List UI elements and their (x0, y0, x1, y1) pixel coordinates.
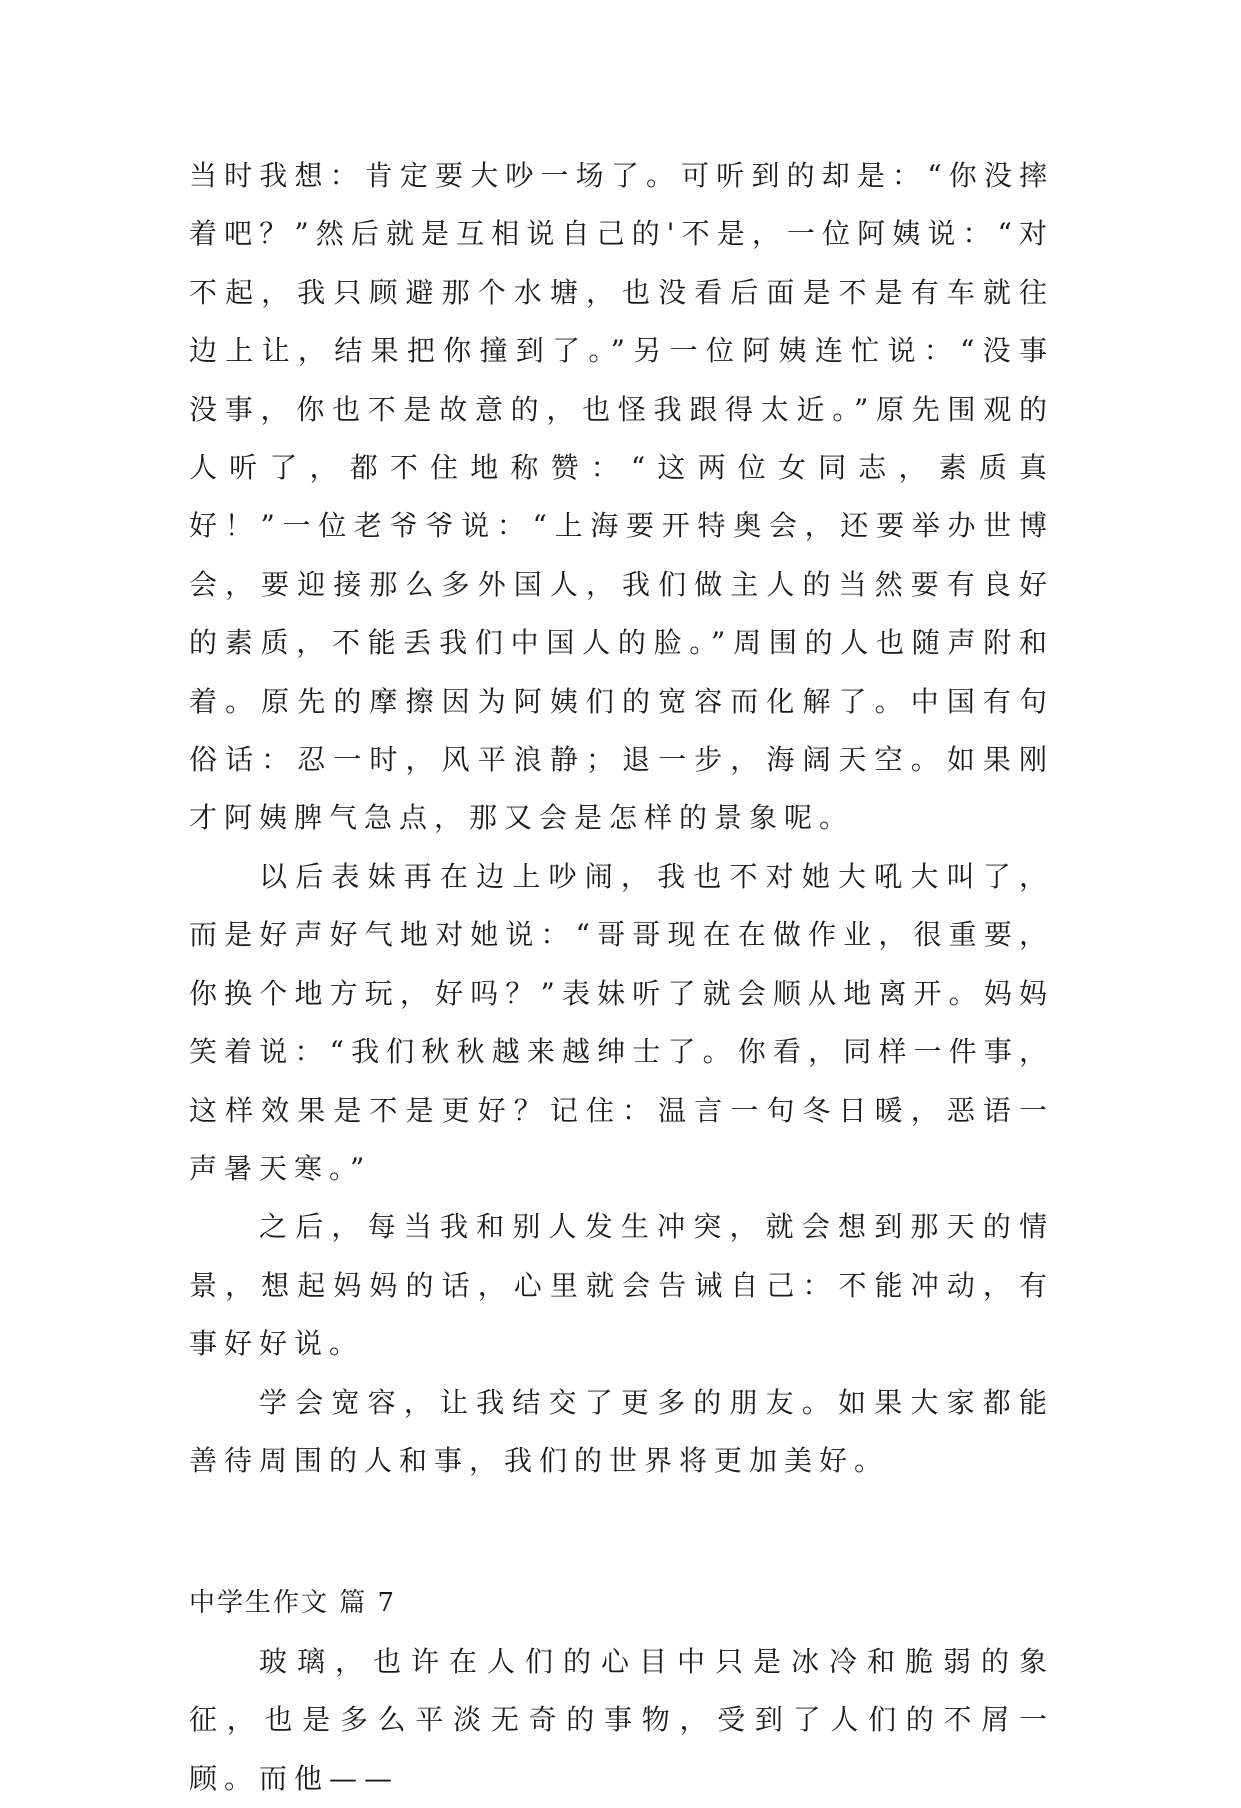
paragraph-conclusion: 学会宽容，让我结交了更多的朋友。如果大家都能善待周围的人和事，我们的世界将更加美好。 (189, 1385, 1054, 1477)
paragraph-argument-scene: 当时我想：肯定要大吵一场了。可听到的却是：“你没摔着吧？”然后就是互相说自己的'不是，一位阿姨说：“对不起，我只顾避那个水塘，也没看后面是不是有车就往边上让，结果把你撞到了。”另一位阿姨连忙说：“没事没事，你也不是故意的，也怪我跟得太近。”原先围观的人听了，都不住地称赞：“这两位女同志，素质真好！”一位老爷爷说：“上海要开特奥会，还要举办世博会，要迎接那么多外国人，我们做主人的当然要有良好的素质，不能丢我们中国人的脸。”周围的人也随声附和着。原先的摩擦因为阿姨们的宽容而化解了。中国有句俗话：忍一时，风平浪静；退一步，海阔天空。如果刚才阿姨脾气急点，那又会是怎样的景象呢。 (189, 159, 1054, 835)
document-page (189, 147, 1054, 1808)
paragraph-glass: 玻璃，也许在人们的心目中只是冰冷和脆弱的象征，也是多么平淡无奇的事物，受到了人们的不屑一顾。而他—— (189, 1644, 1054, 1795)
paragraph-cousin: 以后表妹再在边上吵闹，我也不对她大吼大叫了，而是好声好气地对她说：“哥哥现在在做作业，很重要，你换个地方玩，好吗？”表妹听了就会顺从地离开。妈妈笑着说：“我们秋秋越来越绅士了。你看，同样一件事，这样效果是不是更好？记住：温言一句冬日暖，恶语一声暑天寒。” (189, 859, 1054, 1185)
paragraph-conflict: 之后，每当我和别人发生冲突，就会想到那天的情景，想起妈妈的话，心里就会告诫自己：不能冲动，有事好好说。 (189, 1210, 1054, 1361)
section-heading: 中学生作文 篇 7 (189, 1588, 397, 1619)
